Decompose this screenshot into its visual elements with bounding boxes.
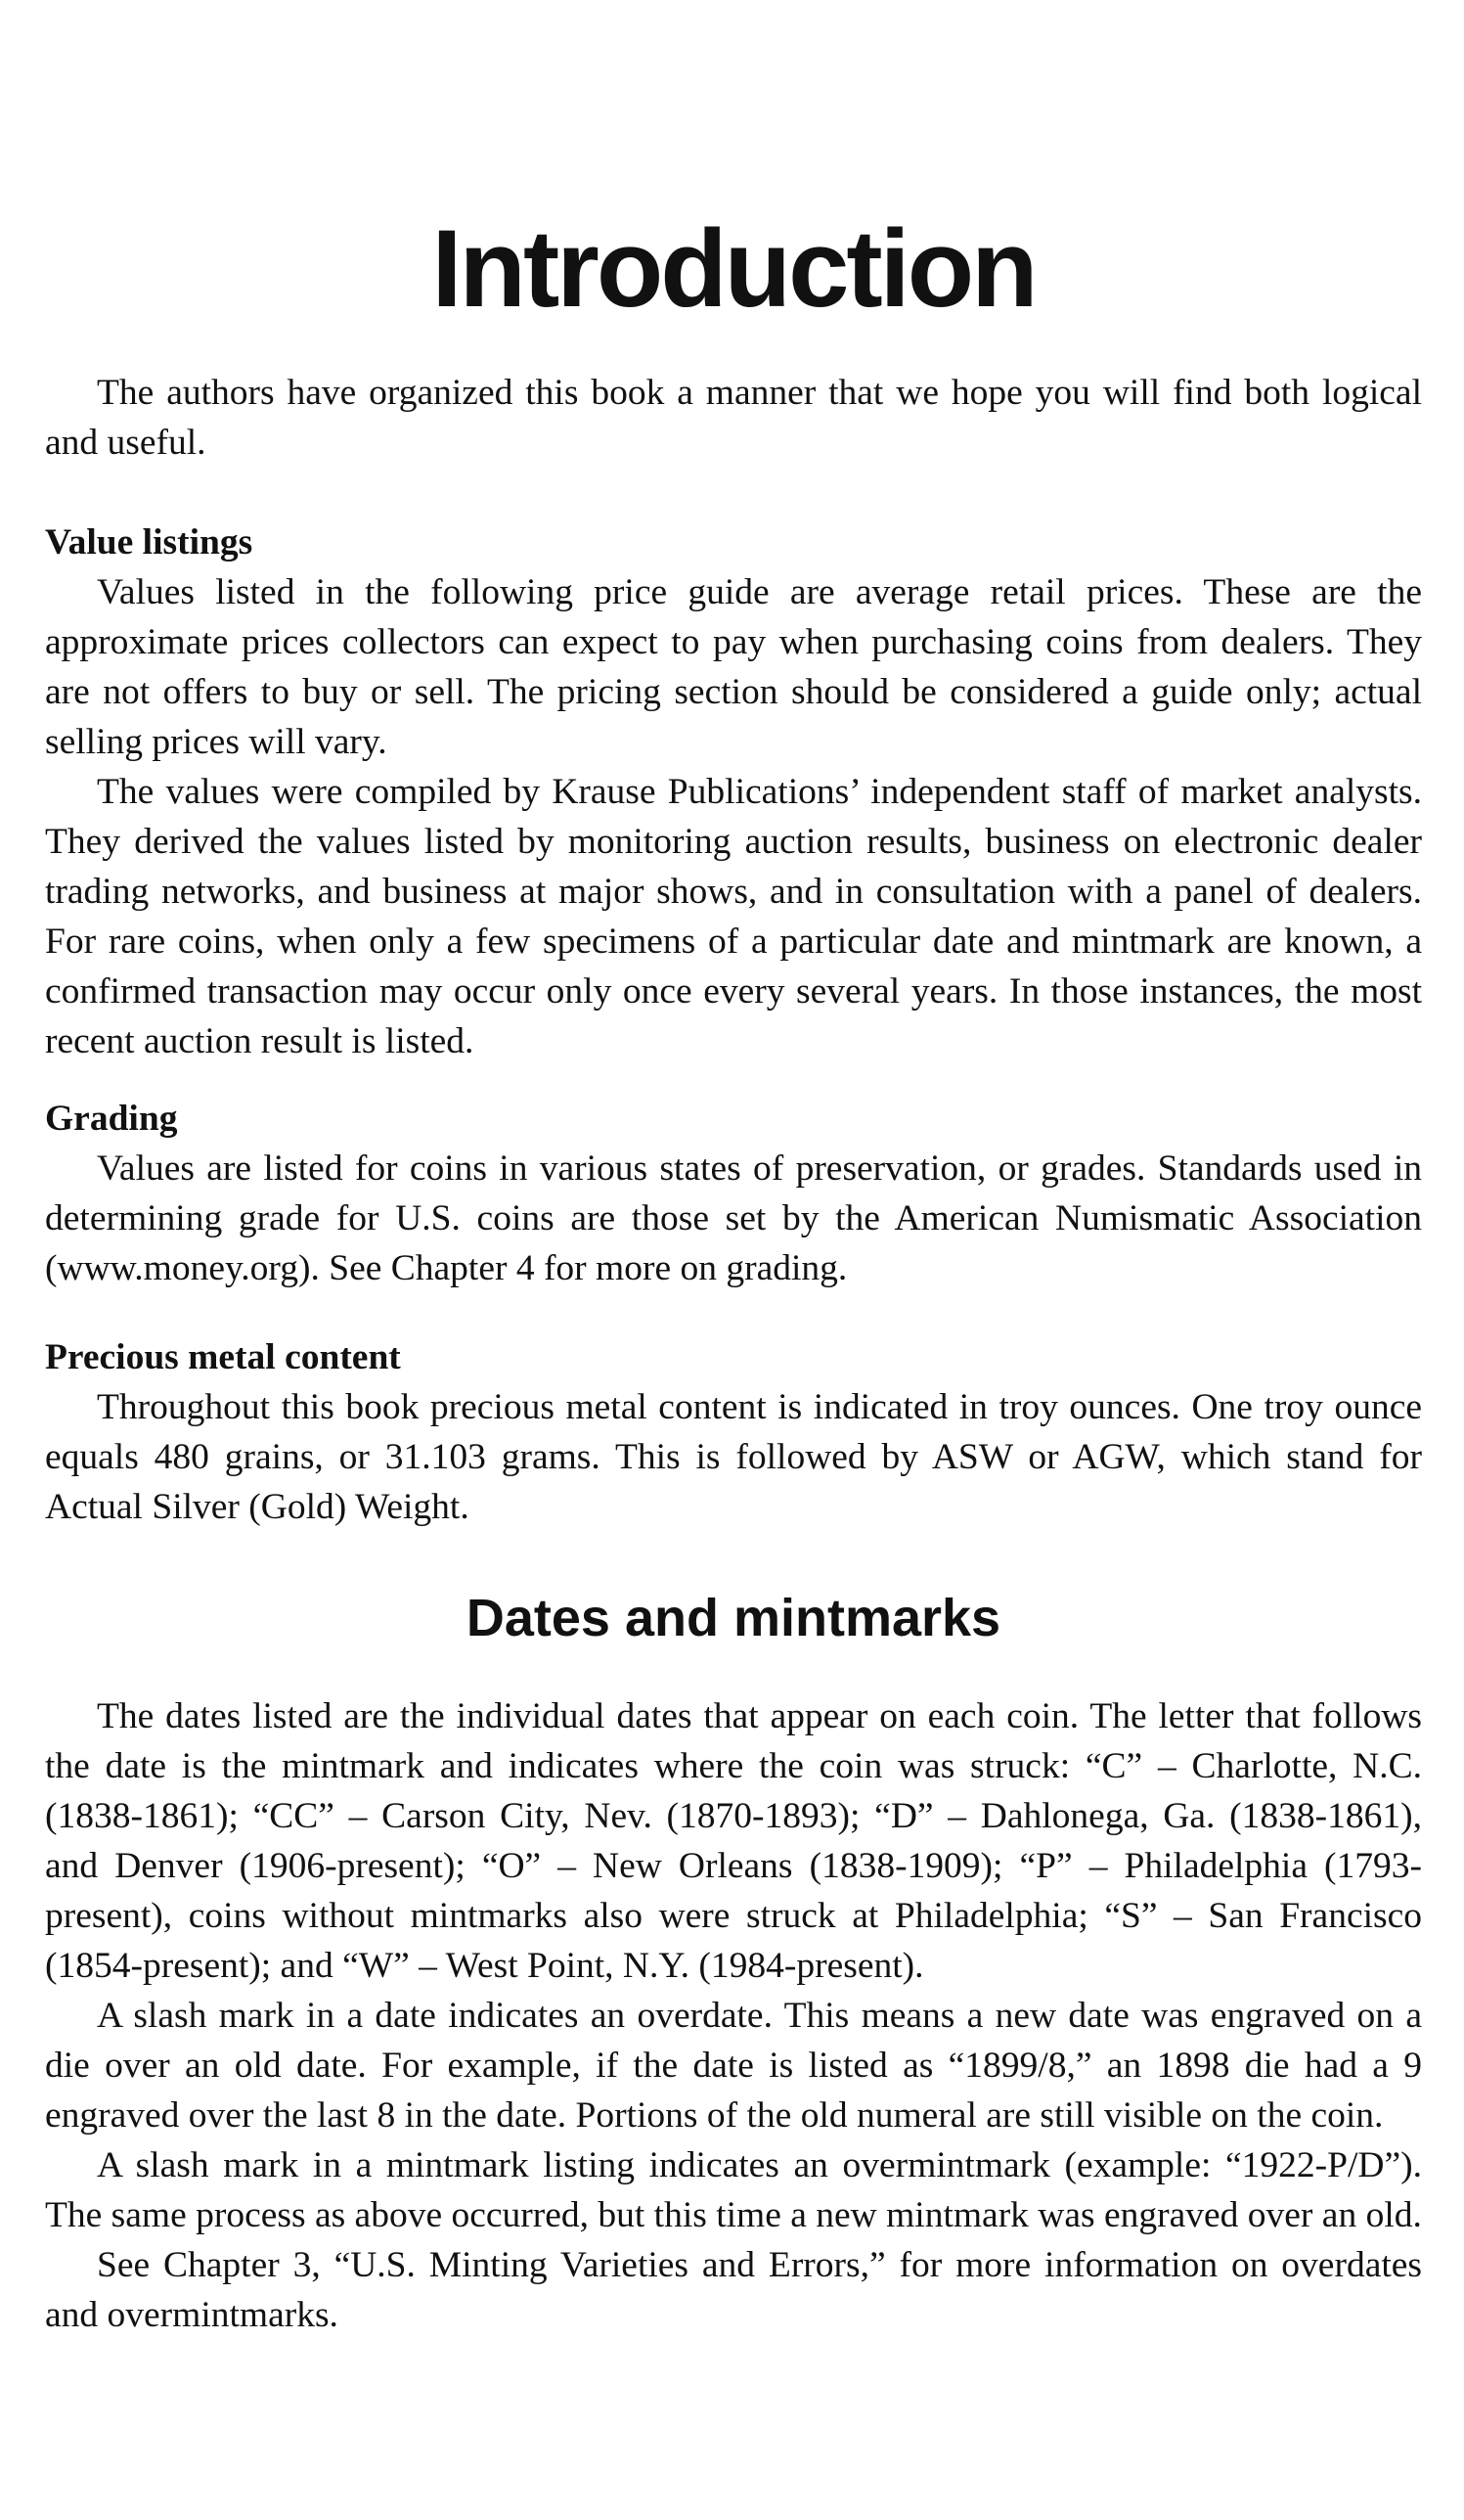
precious-metal-heading: Precious metal content [45, 1337, 401, 1377]
page-title: Introduction [431, 207, 1036, 330]
value-listings-paragraph-2: The values were compiled by Krause Publications’ independent staff of market analysts. They derived the values listed by monitoring auction results, business on electronic dealer trading networks, and business at major shows, and in consultation with a panel of dealers. For rare coins, when only a few specimens of a particular date and mintmark are known, a confirmed transaction may occur only once every several years. In those instances, the most recent auction result is listed. [45, 772, 1422, 1061]
precious-metal-section [45, 1332, 1422, 1532]
value-listings-paragraph-1: Values listed in the following price guide are average retail prices. These are the approximate prices collectors can expect to pay when purchasing coins from dealers. They are not offers to buy or sell. The pricing section should be considered a guide only; actual selling prices will vary. [45, 572, 1422, 762]
value-listings-section [45, 518, 1422, 1066]
grading-paragraph: Values are listed for coins in various states of preservation, or grades. Standards used in determining grade for U.S. coins are those set by the American Numismatic Association (www.money.org). See Chapter 4 for more on grading. [45, 1148, 1422, 1288]
grading-heading: Grading [45, 1099, 178, 1139]
intro-paragraph: The authors have organized this book a manner that we hope you will find both logical and useful. [45, 373, 1422, 463]
intro-section [45, 368, 1422, 468]
dates-mintmarks-paragraph-2: A slash mark in a date indicates an overdate. This means a new date was engraved on a die over an old date. For example, if the date is listed as “1899/8,” an 1898 die had a 9 engraved over the last 8 in the date. Portions of the old numeral are still visible on the coin. [45, 1996, 1422, 2136]
dates-mintmarks-paragraph-1: The dates listed are the individual dates that appear on each coin. The letter that follows the date is the mintmark and indicates where the coin was struck: “C” – Charlotte, N.C. (1838-1861); “CC” – Carson City, Nev. (1870-1893); “D” – Dahlonega, Ga. (1838-1861), and Denver (1906-present); “O” – New Orleans (1838-1909); “P” – Philadelphia (1793-present), coins without mintmarks also were struck at Philadelphia; “S” – San Francisco (1854-present); and “W” – West Point, N.Y. (1984-present). [45, 1696, 1422, 1986]
precious-metal-paragraph: Throughout this book precious metal content is indicated in troy ounces. One troy ounce equals 480 grains, or 31.103 grams. This is followed by ASW or AGW, which stand for Actual Silver (Gold) Weight. [45, 1387, 1422, 1527]
grading-section [45, 1094, 1422, 1293]
dates-mintmarks-section [45, 1691, 1422, 2340]
dates-mintmarks-paragraph-4: See Chapter 3, “U.S. Minting Varieties and Errors,” for more information on overdates and overmintmarks. [45, 2245, 1422, 2335]
value-listings-heading: Value listings [45, 522, 253, 562]
dates-mintmarks-paragraph-3: A slash mark in a mintmark listing indicates an overmintmark (example: “1922-P/D”). The same process as above occurred, but this time a new mintmark was engraved over an old. [45, 2145, 1422, 2235]
dates-mintmarks-heading: Dates and mintmarks [466, 1589, 1001, 1647]
